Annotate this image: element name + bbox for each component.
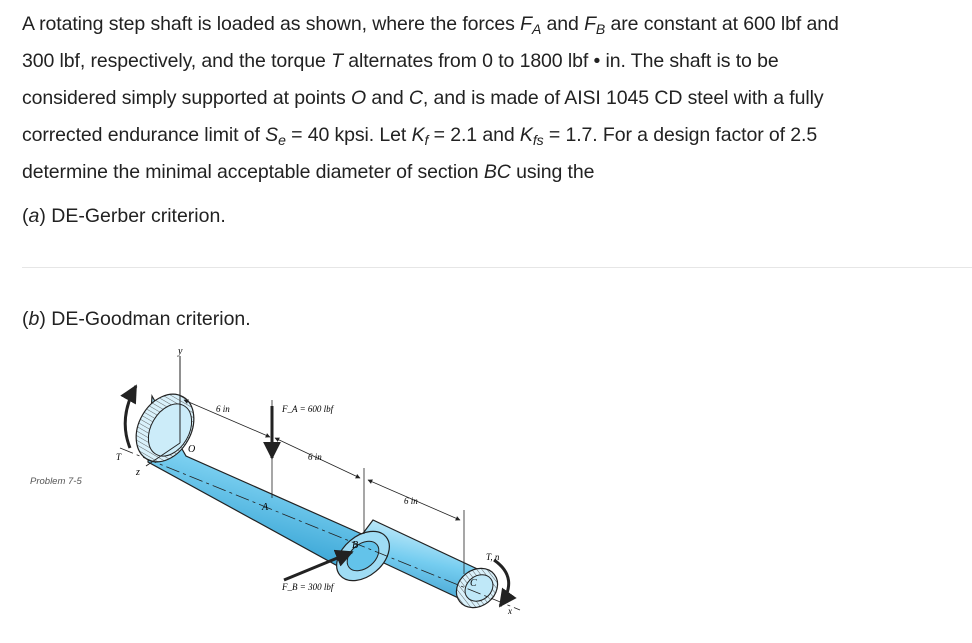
problem-text-run: 300 lbf, respectively, and the torque [22, 50, 332, 72]
problem-text-run: A rotating step shaft is loaded as shown, where the forces [22, 13, 521, 35]
force-fa-label: F_A = 600 lbf [282, 404, 334, 414]
problem-text-run: alternates from 0 to 1800 lbf • in. The shaft is to be [342, 50, 779, 72]
shaft-diagram [0, 338, 972, 638]
shaft-figure [0, 338, 972, 638]
italic-symbol: K [411, 124, 425, 146]
dim-oa-label: 6 in [216, 404, 230, 414]
point-b-label: B [352, 540, 359, 551]
subscript: f [424, 132, 429, 148]
point-c-label: C [470, 578, 477, 589]
problem-text-run: determine the minimal acceptable diameter of section [22, 161, 484, 183]
shaft-large-section [124, 384, 398, 591]
problem-text-run: are constant at 600 lbf and [605, 13, 839, 35]
part-a-open: ( [22, 205, 29, 227]
problem-text-run: = 2.1 and [428, 124, 520, 146]
subscript: fs [532, 132, 544, 148]
part-b-letter: b [28, 308, 40, 330]
point-o-label: O [188, 444, 196, 455]
part-b-text: ) DE-Goodman criterion. [39, 308, 251, 330]
problem-text-run: considered simply supported at points [22, 87, 351, 109]
force-fb-label: F_B = 300 lbf [282, 582, 334, 592]
italic-symbol: T [331, 50, 343, 72]
italic-symbol: BC [483, 161, 511, 183]
part-b [22, 301, 251, 338]
problem-statement [22, 6, 962, 191]
italic-symbol: O [350, 87, 367, 109]
dim-bc-label: 6 in [404, 496, 418, 506]
problem-text [22, 6, 962, 191]
italic-symbol: S [265, 124, 279, 146]
part-a-text: ) DE-Gerber criterion. [39, 205, 226, 227]
problem-text-run: and [366, 87, 409, 109]
axis-y-label: y [178, 346, 183, 357]
problem-text-run: corrected endurance limit of [22, 124, 266, 146]
dim-ab-label: 6 in [308, 452, 322, 462]
problem-text-run: = 40 kpsi. Let [285, 124, 412, 146]
part-a-letter: a [28, 205, 40, 227]
section-divider [22, 267, 972, 268]
italic-symbol: F [584, 13, 596, 35]
problem-text-run: = 1.7. For a design factor of 2.5 [543, 124, 818, 146]
torque-arrow-left [125, 386, 136, 448]
problem-text-run: , and is made of AISI 1045 CD steel with a fully [422, 87, 824, 109]
subscript: B [595, 21, 606, 37]
problem-text-run: and [541, 13, 585, 35]
problem-text-run: using the [510, 161, 595, 183]
subscript: e [278, 132, 286, 148]
italic-symbol: F [520, 13, 532, 35]
point-a-label: A [262, 502, 269, 513]
axis-x-label: x [508, 606, 512, 616]
part-b-open: ( [22, 308, 29, 330]
axis-z-label: z [136, 467, 140, 478]
problem-number-label: Problem 7-5 [30, 476, 82, 487]
italic-symbol: C [408, 87, 423, 109]
subscript: A [531, 21, 542, 37]
torque-right-label: T, n [486, 552, 500, 562]
italic-symbol: K [519, 124, 533, 146]
torque-n-label: T [116, 452, 122, 462]
part-a [22, 198, 226, 235]
